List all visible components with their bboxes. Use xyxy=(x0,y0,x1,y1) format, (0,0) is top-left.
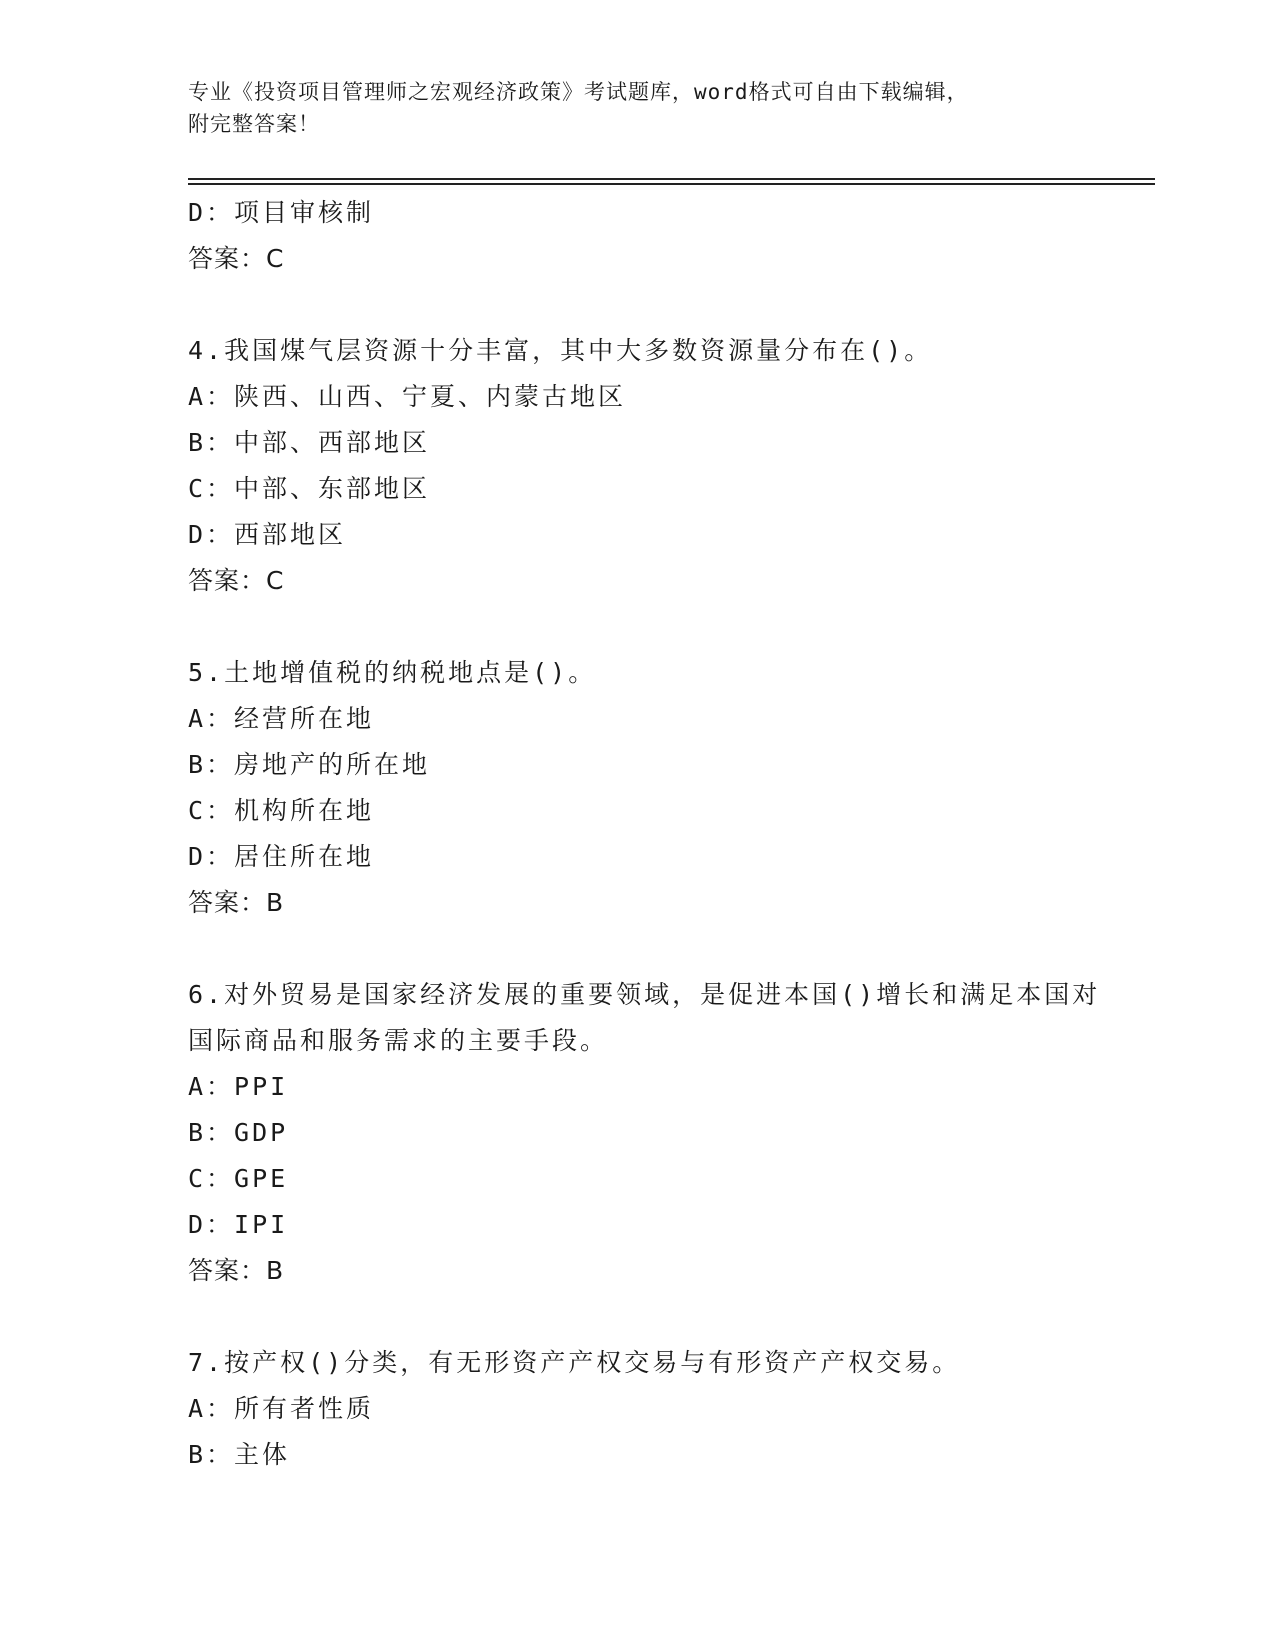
question-4 xyxy=(188,328,1118,604)
answer-line: 答案：C xyxy=(188,566,285,595)
answer-line: 答案：B xyxy=(188,1256,285,1285)
header-rule-bottom xyxy=(188,183,1155,185)
question-list xyxy=(188,190,1118,1478)
option-c: C：GPE xyxy=(188,1164,289,1193)
option-d: D：居住所在地 xyxy=(188,842,375,871)
option-a: A：所有者性质 xyxy=(188,1394,375,1423)
question-5 xyxy=(188,650,1118,926)
option-b: B：房地产的所在地 xyxy=(188,750,431,779)
header-line-1: 专业《投资项目管理师之宏观经济政策》考试题库，word格式可自由下载编辑， xyxy=(188,80,969,104)
option-c: C：机构所在地 xyxy=(188,796,375,825)
question-stem: 6.对外贸易是国家经济发展的重要领域，是促进本国()增长和满足本国对国际商品和服务需求的主要手段。 xyxy=(188,980,1101,1055)
question-7 xyxy=(188,1340,1118,1478)
option-b: B：中部、西部地区 xyxy=(188,428,431,457)
option-a: A：PPI xyxy=(188,1072,289,1101)
option-d: D：IPI xyxy=(188,1210,289,1239)
answer-line: 答案：B xyxy=(188,888,285,917)
option-b: B：主体 xyxy=(188,1440,291,1469)
option-a: A：经营所在地 xyxy=(188,704,375,733)
question-stem: 7.按产权()分类，有无形资产产权交易与有形资产产权交易。 xyxy=(188,1348,961,1377)
prev-answer: 答案：C xyxy=(188,244,285,273)
header-rule-top xyxy=(188,178,1155,180)
option-c: C：中部、东部地区 xyxy=(188,474,431,503)
document-header xyxy=(188,76,1088,140)
option-a: A：陕西、山西、宁夏、内蒙古地区 xyxy=(188,382,627,411)
question-6 xyxy=(188,972,1118,1294)
option-d: D：西部地区 xyxy=(188,520,347,549)
header-line-2: 附完整答案！ xyxy=(188,112,320,136)
question-stem: 4.我国煤气层资源十分丰富，其中大多数资源量分布在()。 xyxy=(188,336,933,365)
question-stem: 5.土地增值税的纳税地点是()。 xyxy=(188,658,597,687)
prev-option-d: D：项目审核制 xyxy=(188,198,375,227)
option-b: B：GDP xyxy=(188,1118,289,1147)
